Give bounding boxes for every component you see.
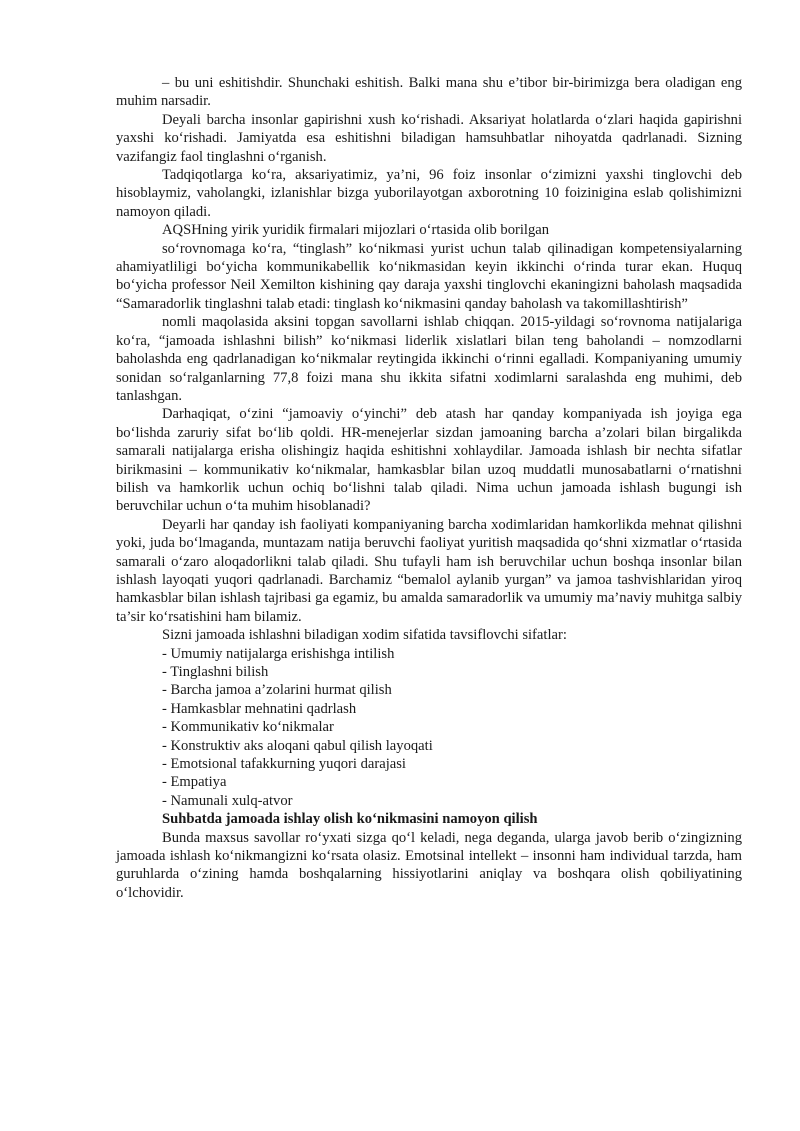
paragraph: Tadqiqotlarga ko‘ra, aksariyatimiz, ya’ni, 96 foiz insonlar o‘zimizni yaxshi tinglovchi deb hisoblaymiz, vaholangki, izlanishlar bizga yuborilayotgan axborotning 10 foizinigina eslab qolishimizni namoyon qiladi. xyxy=(116,167,742,220)
section-heading: Suhbatda jamoada ishlay olish ko‘nikmasini namoyon qilish xyxy=(162,811,538,828)
list-item: - Empatiya xyxy=(162,774,227,791)
paragraph: nomli maqolasida aksini topgan savollarni ishlab chiqqan. 2015-yildagi so‘rovnoma natijalariga ko‘ra, “jamoada ishlashni bilish” ko‘nikmasi liderlik xislatlari bilan teng baholandi – nomzodlarni baholashda eng qadrlanadigan ko‘nikmalar reytingida ikkinchi o‘rinni egalladi. Kompaniyaning umumiy sonidan so‘ralganlarning 77,8 foizi mana shu ikkita sifatni xodimlarni saralashda eng muhimi, deb tanlashgan. xyxy=(116,314,742,404)
paragraph: – bu uni eshitishdir. Shunchaki eshitish. Balki mana shu e’tibor bir-birimizga bera oladigan eng muhim narsadir. xyxy=(116,75,742,110)
qualities-list xyxy=(116,645,742,811)
list-item: - Emotsional tafakkurning yuqori darajasi xyxy=(162,756,406,773)
list-item: - Hamkasblar mehnatini qadrlash xyxy=(162,700,357,717)
list-item: - Konstruktiv aks aloqani qabul qilish layoqati xyxy=(162,737,433,754)
paragraph: Deyarli har qanday ish faoliyati kompaniyaning barcha xodimlaridan hamkorlikda mehnat qilishni yoki, juda bo‘lmaganda, muntazam natija beruvchi faoliyat yuritish maqsadida qo‘shni xizmatlar o‘rtasida samarali o‘zaro aloqadorlikni talab qiladi. Shu tufayli ham ish beruvchilar uchun boshqa insonlar bilan ishlash layoqati yuqori qadrlanadi. Barchamiz “bemalol aylanib yurgan” va jamoa tashvishlaridan yiroq hamkasblar bilan ishlash tajribasi ga egamiz, bu amalda samaradorlik va umumiy ma’naviy muhitga salbiy ta’sir ko‘rsatishini ham bilamiz. xyxy=(116,516,742,625)
paragraph: so‘rovnomaga ko‘ra, “tinglash” ko‘nikmasi yurist uchun talab qilinadigan kompetensiyalarning ahamiyatliligi bo‘yicha kommunikabellik ko‘nikmasidan keyin ikkinchi o‘rinda turar ekan. Huquq bo‘yicha professor Neil Xemilton kishining qay daraja yaxshi tinglovchi ekaningizni baholash maqsadida “Samaradorlik tinglashni talab etadi: tinglash ko‘nikmasini qanday baholash va takomillashtirish” xyxy=(116,240,742,312)
list-item: - Kommunikativ ko‘nikmalar xyxy=(162,719,334,736)
paragraph: Bunda maxsus savollar ro‘yxati sizga qo‘l keladi, nega deganda, ularga javob berib o‘zingizning jamoada ishlash ko‘nikmangizni ko‘rsata olasiz. Emotsinal intellekt – insonni ham individual tarzda, ham guruhlarda o‘zining hamda boshqalarning hissiyotlarini aniqlay va boshqara olish qobiliyatining o‘lchovidir. xyxy=(116,829,742,901)
list-item: - Namunali xulq-atvor xyxy=(162,792,293,809)
paragraph: Darhaqiqat, o‘zini “jamoaviy o‘yinchi” deb atash har qanday kompaniyada ish joyiga ega bo‘lishda zaruriy sifat bo‘lib qoldi. HR-menejerlar sizdan jamoaning barcha a’zolari bilan birgalikda samarali natijalarga erisha olishingiz haqida eshitishni xohlaydilar. Jamoada ishlash bir nechta sifatlar birikmasini – kommunikativ ko‘nikmalar, hamkasblar bilan uzoq muddatli munosabatlarni o‘rnatishni bilish va hamkorlik uchun ochiq bo‘lishni talab qiladi. Nima uchun jamoada ishlash bugungi ish beruvchilar uchun o‘ta muhim hisoblanadi? xyxy=(116,406,742,515)
list-item: - Tinglashni bilish xyxy=(162,664,269,680)
list-item: - Umumiy natijalarga erishishga intilish xyxy=(162,645,395,662)
document-page xyxy=(116,74,742,902)
list-item: - Barcha jamoa a’zolarini hurmat qilish xyxy=(162,682,392,699)
paragraph: Deyali barcha insonlar gapirishni xush ko‘rishadi. Aksariyat holatlarda o‘zlari haqida gapirishni yaxshi ko‘rishadi. Jamiyatda esa eshitishni biladigan hamsuhbatlar nihoyatda qadrlanadi. Sizning vazifangiz faol tinglashni o‘rganish. xyxy=(116,111,742,165)
paragraph: AQSHning yirik yuridik firmalari mijozlari o‘rtasida olib borilgan xyxy=(162,222,550,239)
list-intro: Sizni jamoada ishlashni biladigan xodim sifatida tavsiflovchi sifatlar: xyxy=(162,627,567,644)
